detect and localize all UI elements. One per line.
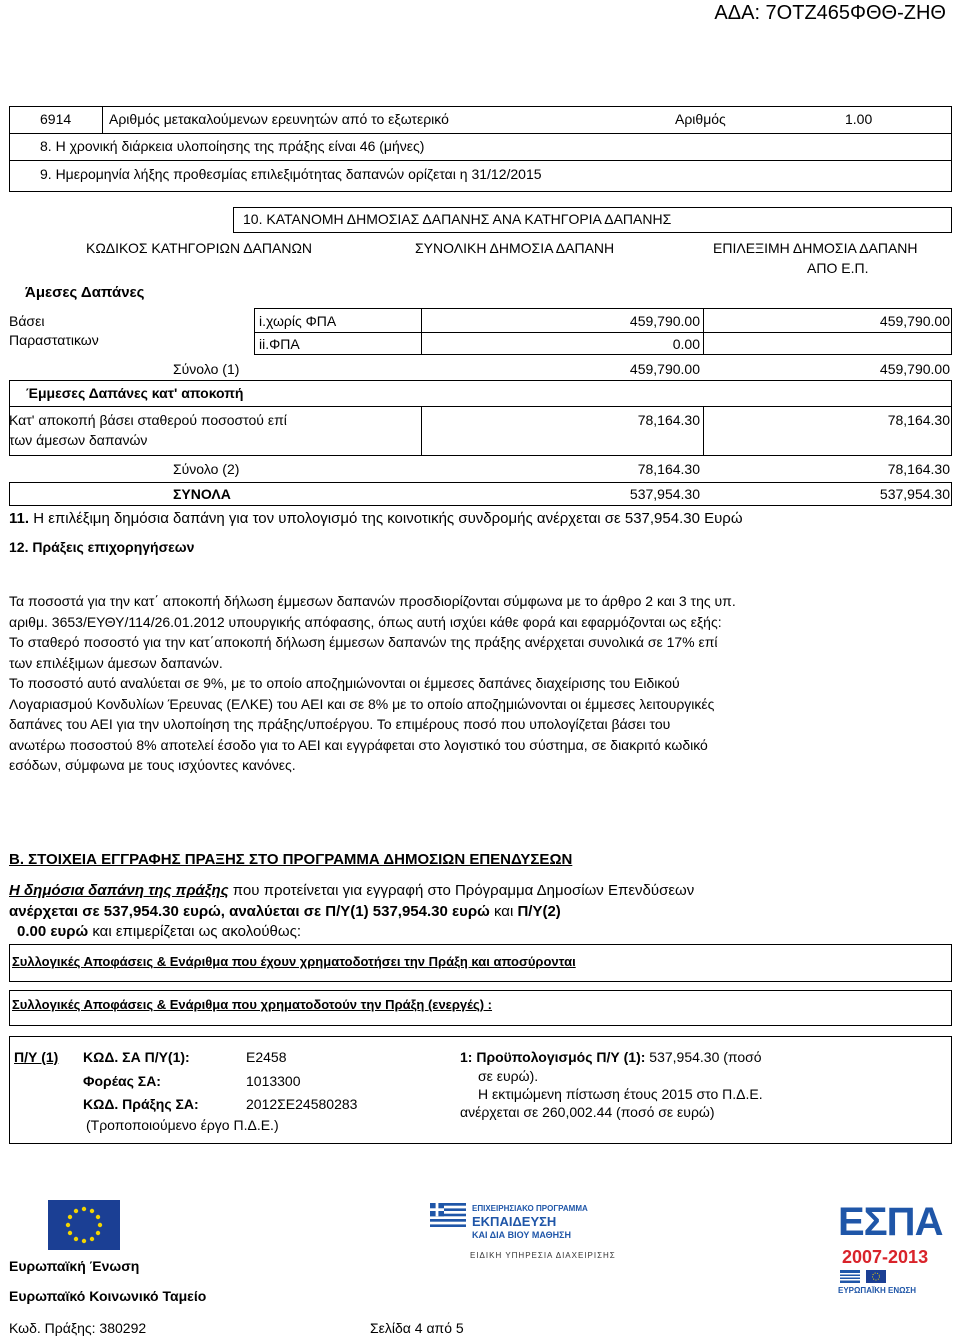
section-10-title: 10. ΚΑΤΑΝΟΜΗ ΔΗΜΟΣΙΑΣ ΔΑΠΑΝΗΣ ΑΝΑ ΚΑΤΗΓΟΡΙΑ ΔΑΠΑΝΗΣ bbox=[243, 211, 672, 227]
flat-rate-eligible: 78,164.30 bbox=[887, 412, 950, 428]
duration-text: 8. Η χρονική διάρκεια υλοποίησης της πράξης είναι 46 (μήνες) bbox=[40, 138, 425, 154]
indicator-value: 1.00 bbox=[845, 111, 873, 127]
py-label: Π/Υ (1) bbox=[14, 1049, 59, 1065]
budget-line: 1: Προϋπολογισμός Π/Υ (1): 537,954.30 (ποσό bbox=[460, 1049, 762, 1065]
flat-rate-label: Κατ' αποκοπή βάσει σταθερού ποσοστού επί bbox=[9, 412, 287, 428]
sum2-total: 78,164.30 bbox=[637, 461, 700, 477]
indirect-costs-label: Έμμεσες Δαπάνες κατ' αποκοπή bbox=[26, 385, 244, 401]
flat-rate-total: 78,164.30 bbox=[637, 412, 700, 428]
budget-cont: σε ευρώ). bbox=[478, 1068, 539, 1084]
sum2-label: Σύνολο (2) bbox=[173, 461, 240, 477]
col-header-code: ΚΩΔΙΚΟΣ ΚΑΤΗΓΟΡΙΩΝ ΔΑΠΑΝΩΝ bbox=[86, 240, 313, 256]
basis-label-2: Παραστατικων bbox=[9, 332, 99, 348]
foreas-value: 1013300 bbox=[246, 1073, 301, 1089]
greek-flag-icon bbox=[430, 1203, 466, 1230]
pde-line-1: Η δημόσια δαπάνη της πράξης που προτείνεται για εγγραφή στο Πρόγραμμα Δημοσίων Επενδύσεων bbox=[9, 882, 695, 899]
sum1-eligible: 459,790.00 bbox=[879, 361, 950, 377]
col-header-eligible: ΕΠΙΛΕΞΙΜΗ ΔΗΜΟΣΙΑ ΔΑΠΑΝΗ bbox=[713, 240, 918, 256]
praxis-value: 2012ΣΕ24580283 bbox=[246, 1096, 358, 1112]
section-12-title: 12. Πράξεις επιχορηγήσεων bbox=[9, 539, 195, 555]
no-vat-total: 459,790.00 bbox=[629, 313, 700, 329]
totals-total: 537,954.30 bbox=[629, 486, 700, 502]
sum1-label: Σύνολο (1) bbox=[173, 361, 240, 377]
estimated-credit-1: Η εκτιμώμενη πίστωση έτους 2015 στο Π.Δ.Ε. bbox=[478, 1086, 763, 1102]
footer-fund: Ευρωπαϊκό Κοινωνικό Ταμείο bbox=[9, 1288, 207, 1304]
indicator-text: Αριθμός μετακαλούμενων ερευνητών από το εξωτερικό bbox=[109, 111, 449, 127]
footer-page: Σελίδα 4 από 5 bbox=[370, 1320, 464, 1336]
espa-eu-flag-icon bbox=[866, 1270, 886, 1286]
direct-costs-label: Άμεσες Δαπάνες bbox=[25, 284, 145, 301]
praxis-label: ΚΩΔ. Πράξης ΣΑ: bbox=[83, 1096, 199, 1112]
pde-line-3: 0.00 ευρώ και επιμερίζεται ως ακολούθως: bbox=[17, 923, 301, 940]
col-header-total: ΣΥΝΟΛΙΚΗ ΔΗΜΟΣΙΑ ΔΑΠΑΝΗ bbox=[415, 240, 615, 256]
foreas-label: Φορέας ΣΑ: bbox=[83, 1073, 161, 1089]
flat-rate-label-2: των άμεσων δαπανών bbox=[9, 432, 148, 448]
no-vat-label: i.χωρίς ΦΠΑ bbox=[259, 313, 337, 329]
sa-label: ΚΩΔ. ΣΑ Π/Υ(1): bbox=[83, 1049, 190, 1065]
vat-label: ii.ΦΠΑ bbox=[259, 336, 300, 352]
withdrawn-decisions: Συλλογικές Αποφάσεις & Ενάριθμα που έχουν χρηματοδοτήσει την Πράξη και αποσύρονται bbox=[12, 954, 576, 969]
basis-label: Βάσει bbox=[9, 313, 45, 329]
tropop-text: (Τροποποιούμενο έργο Π.Δ.Ε.) bbox=[86, 1117, 279, 1133]
col-header-eligible-2: ΑΠΟ Ε.Π. bbox=[807, 260, 869, 276]
espa-greek-flag-icon bbox=[840, 1270, 860, 1286]
no-vat-eligible: 459,790.00 bbox=[879, 313, 950, 329]
ada-code: ΑΔΑ: 7ΟΤΖ465ΦΘΘ-ΖΗΘ bbox=[714, 2, 946, 24]
sum1-total: 459,790.00 bbox=[629, 361, 700, 377]
vat-total: 0.00 bbox=[672, 336, 700, 352]
section-b-title: Β. ΣΤΟΙΧΕΙΑ ΕΓΓΡΑΦΗΣ ΠΡΑΞΗΣ ΣΤΟ ΠΡΟΓΡΑΜΜΑ ΔΗΜΟΣΙΩΝ ΕΠΕΝΔΥΣΕΩΝ bbox=[9, 851, 573, 868]
estimated-credit-2: ανέρχεται σε 260,002.44 (ποσό σε ευρώ) bbox=[460, 1104, 715, 1120]
footer-eu: Ευρωπαϊκή Ένωση bbox=[9, 1258, 140, 1274]
sum2-eligible: 78,164.30 bbox=[887, 461, 950, 477]
totals-eligible: 537,954.30 bbox=[879, 486, 950, 502]
section-11-text: 11. Η επιλέξιμη δημόσια δαπάνη για τον υπολογισμό της κοινοτικής συνδρομής ανέρχεται σε 537,954.30 Ευρώ bbox=[9, 510, 743, 527]
active-decisions: Συλλογικές Αποφάσεις & Ενάριθμα που χρηματοδοτούν την Πράξη (ενεργές) : bbox=[12, 997, 493, 1012]
footer-code: Κωδ. Πράξης: 380292 bbox=[9, 1320, 147, 1336]
pde-line-2: ανέρχεται σε 537,954.30 ευρώ, αναλύεται σε Π/Υ(1) 537,954.30 ευρώ και Π/Υ(2) bbox=[9, 903, 561, 920]
eu-flag-icon bbox=[48, 1200, 120, 1253]
indicator-unit: Αριθμός bbox=[675, 111, 726, 127]
indicator-code: 6914 bbox=[40, 111, 72, 127]
sa-value: Ε2458 bbox=[246, 1049, 287, 1065]
flat-rate-paragraph: Τα ποσοστά για την κατ΄ αποκοπή δήλωση έμμεσων δαπανών προσδιορίζονται σύμφωνα με το άρθρο 2 και 3 της υπ. αριθμ. 3653/ΕΥΘΥ/114/26.01.2012 υπουργικής απόφασης, όπως αυτή ισχύει κάθε φορά και εφαρμόζονται ως εξής: Το σταθερό ποσοστό για την κατ΄αποκοπή δήλωση έμμεσων δαπανών της πράξης ανέρχεται συνολικά σε 17% επί των επιλέξιμων άμεσων δαπανών. Το ποσοστό αυτό αναλύεται σε 9%, με το οποίο αποζημιώνονται οι έμμεσες δαπάνες διαχείρισης του Ειδικού Λογαριασμού Κονδυλίων Έρευνας (ΕΛΚΕ) του ΑΕΙ και σε 8% με το οποίο αποζημιώνονται οι έμμεσες λειτουργικές δαπάνες του ΑΕΙ για την υλοποίηση της πράξης/υποέργου. Το επιμέρους ποσό που υπολογίζεται βάσει του ανωτέρω ποσοστού 8% αποτελεί έσοδο για το ΑΕΙ και εγγράφεται στο λογιστικό του σύστημα, σε διακριτό κωδικό εσόδων, σύμφωνα με τους ισχύοντες κανόνες. bbox=[9, 593, 736, 773]
deadline-text: 9. Ημερομηνία λήξης προθεσμίας επιλεξιμότητας δαπανών ορίζεται η 31/12/2015 bbox=[40, 166, 542, 182]
totals-label: ΣΥΝΟΛΑ bbox=[173, 486, 231, 502]
